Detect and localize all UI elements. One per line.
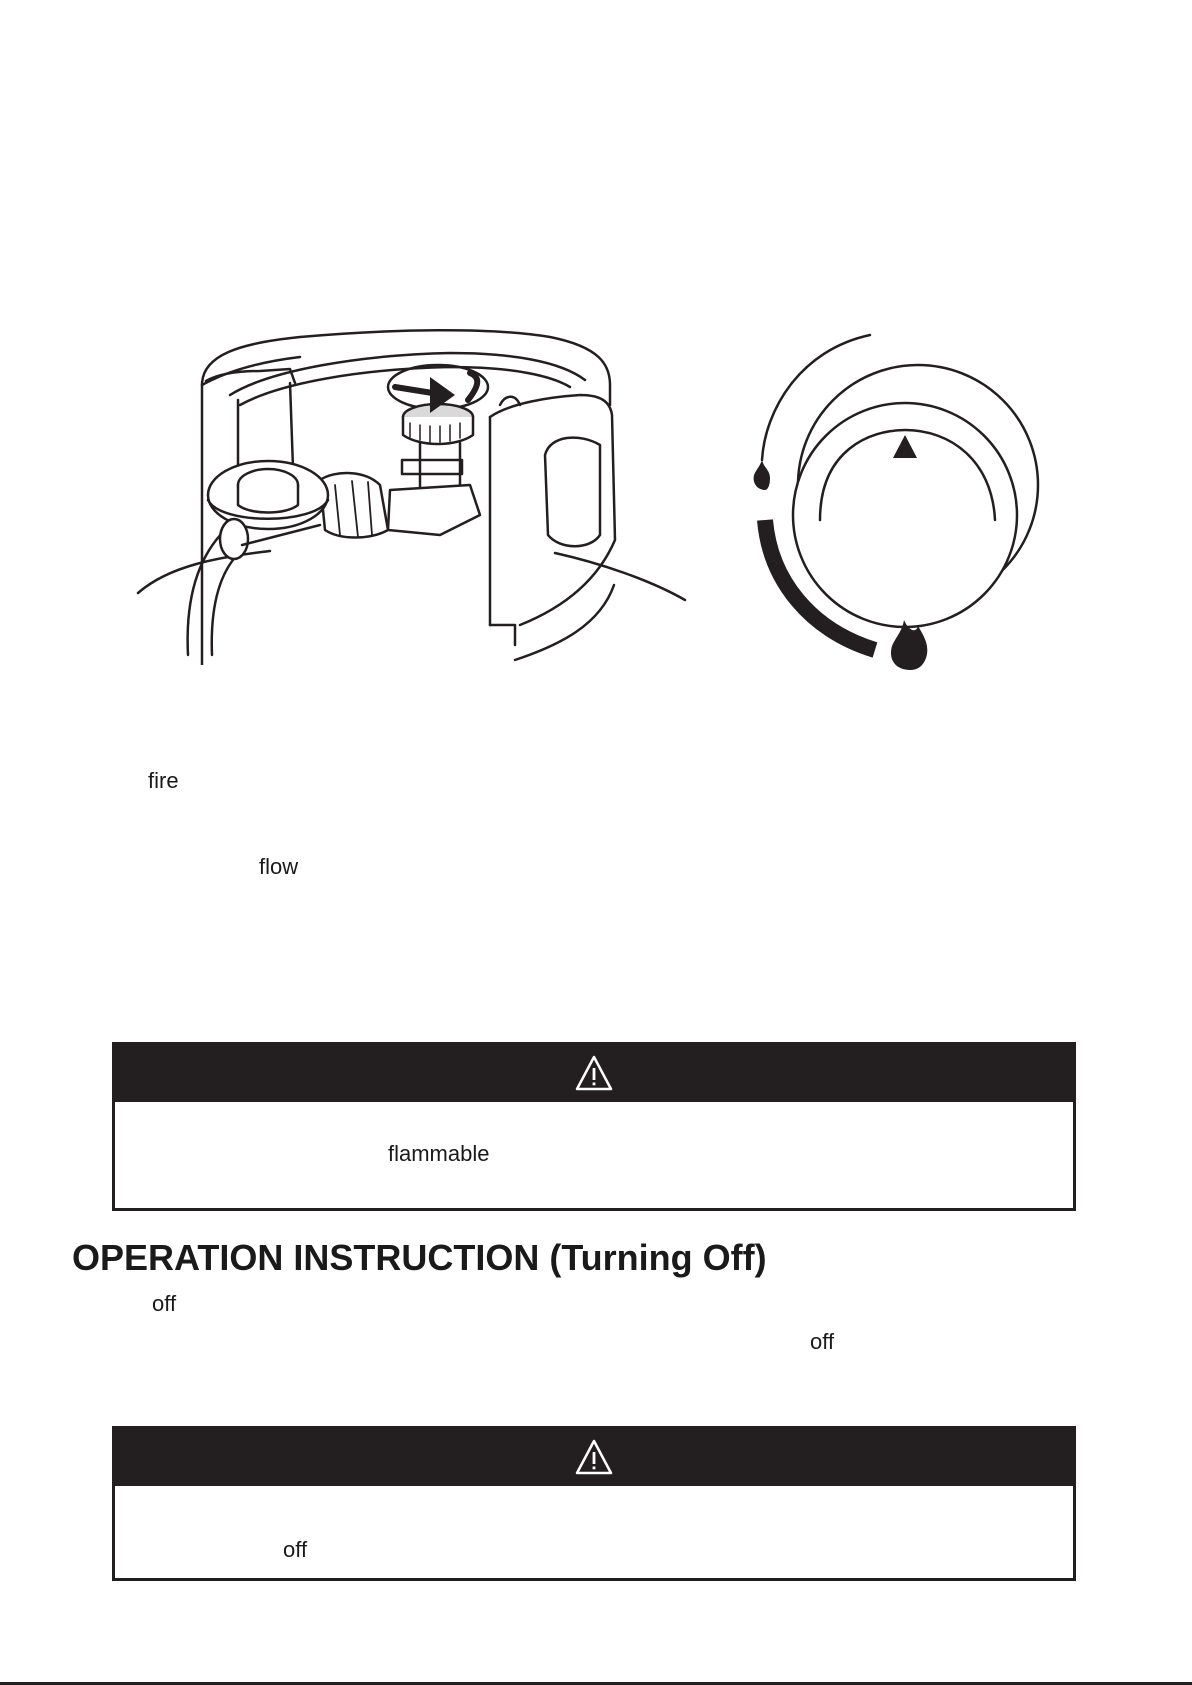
warning-triangle-icon	[574, 1054, 614, 1092]
section-word-off-2: off	[810, 1329, 835, 1354]
warning-header-bar	[115, 1045, 1073, 1102]
warning-box-2	[112, 1426, 1076, 1581]
section-heading: OPERATION INSTRUCTION (Turning Off)	[72, 1237, 767, 1278]
warning-triangle-icon	[574, 1438, 614, 1476]
warning-header-bar	[115, 1429, 1073, 1486]
warning-2-word: off	[283, 1537, 308, 1562]
section-word-off-1: off	[152, 1291, 177, 1316]
body-word-flow: flow	[259, 854, 299, 879]
warning-box-1	[112, 1042, 1076, 1211]
warning-1-word: flammable	[388, 1141, 490, 1166]
control-knob-illustration	[740, 330, 1050, 680]
body-word-fire: fire	[148, 768, 179, 793]
gas-cylinder-valve-illustration	[130, 325, 690, 665]
